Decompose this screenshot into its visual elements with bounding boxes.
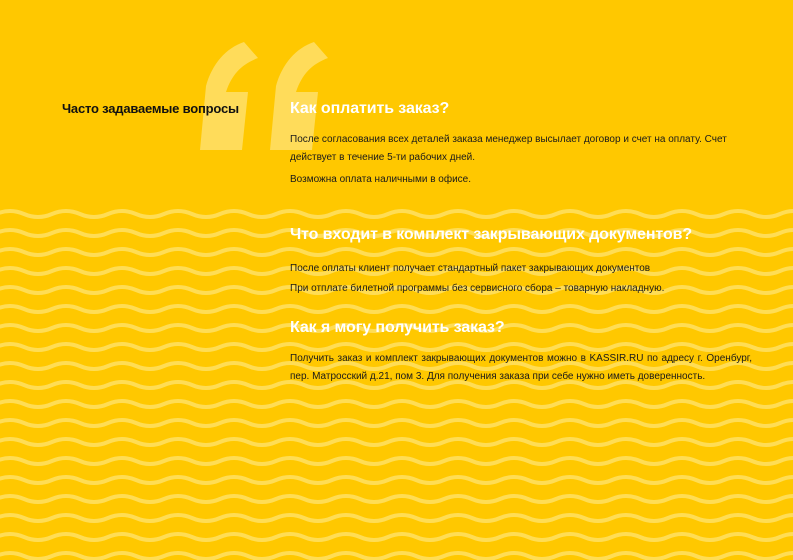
wave-line xyxy=(0,439,793,445)
faq-answer xyxy=(290,260,752,298)
wave-line xyxy=(0,477,793,483)
faq-answer-paragraph: Возможна оплата наличными в офисе. xyxy=(290,174,472,185)
faq-question: Как я могу получить заказ? xyxy=(290,319,505,336)
wave-line xyxy=(0,401,793,407)
wave-line xyxy=(0,496,793,502)
faq-item-pickup xyxy=(290,318,752,386)
faq-answer-paragraph: После согласования всех деталей заказа менеджер высылает договор и счет на оплату. Счет действует в течение 5-ти рабочих дней. xyxy=(290,134,727,163)
wave-line xyxy=(0,515,793,521)
faq-answer-paragraph: После оплаты клиент получает стандартный пакет закрывающих документов xyxy=(290,263,651,274)
wave-line xyxy=(0,458,793,464)
wave-line xyxy=(0,211,793,217)
wave-line xyxy=(0,420,793,426)
faq-section-title: Часто задаваемые вопросы xyxy=(62,101,239,116)
wave-line xyxy=(0,306,793,312)
faq-item-documents xyxy=(290,225,752,298)
faq-answer xyxy=(290,131,752,189)
faq-question: Как оплатить заказ? xyxy=(290,100,450,117)
wave-line xyxy=(0,534,793,540)
faq-answer-paragraph: Получить заказ и комплект закрывающих документов можно в KASSIR.RU по адресу г. Оренбург, пер. Матросский д.21, пом 3. Для получения заказа при себе нужно иметь доверенность. xyxy=(290,353,752,382)
faq-answer-paragraph: При отплате билетной программы без сервисного сбора – товарную накладную. xyxy=(290,283,665,294)
wave-line xyxy=(0,553,793,559)
faq-item-payment xyxy=(290,99,752,189)
faq-answer xyxy=(290,350,752,386)
faq-question: Что входит в комплект закрывающих документов? xyxy=(290,226,693,243)
